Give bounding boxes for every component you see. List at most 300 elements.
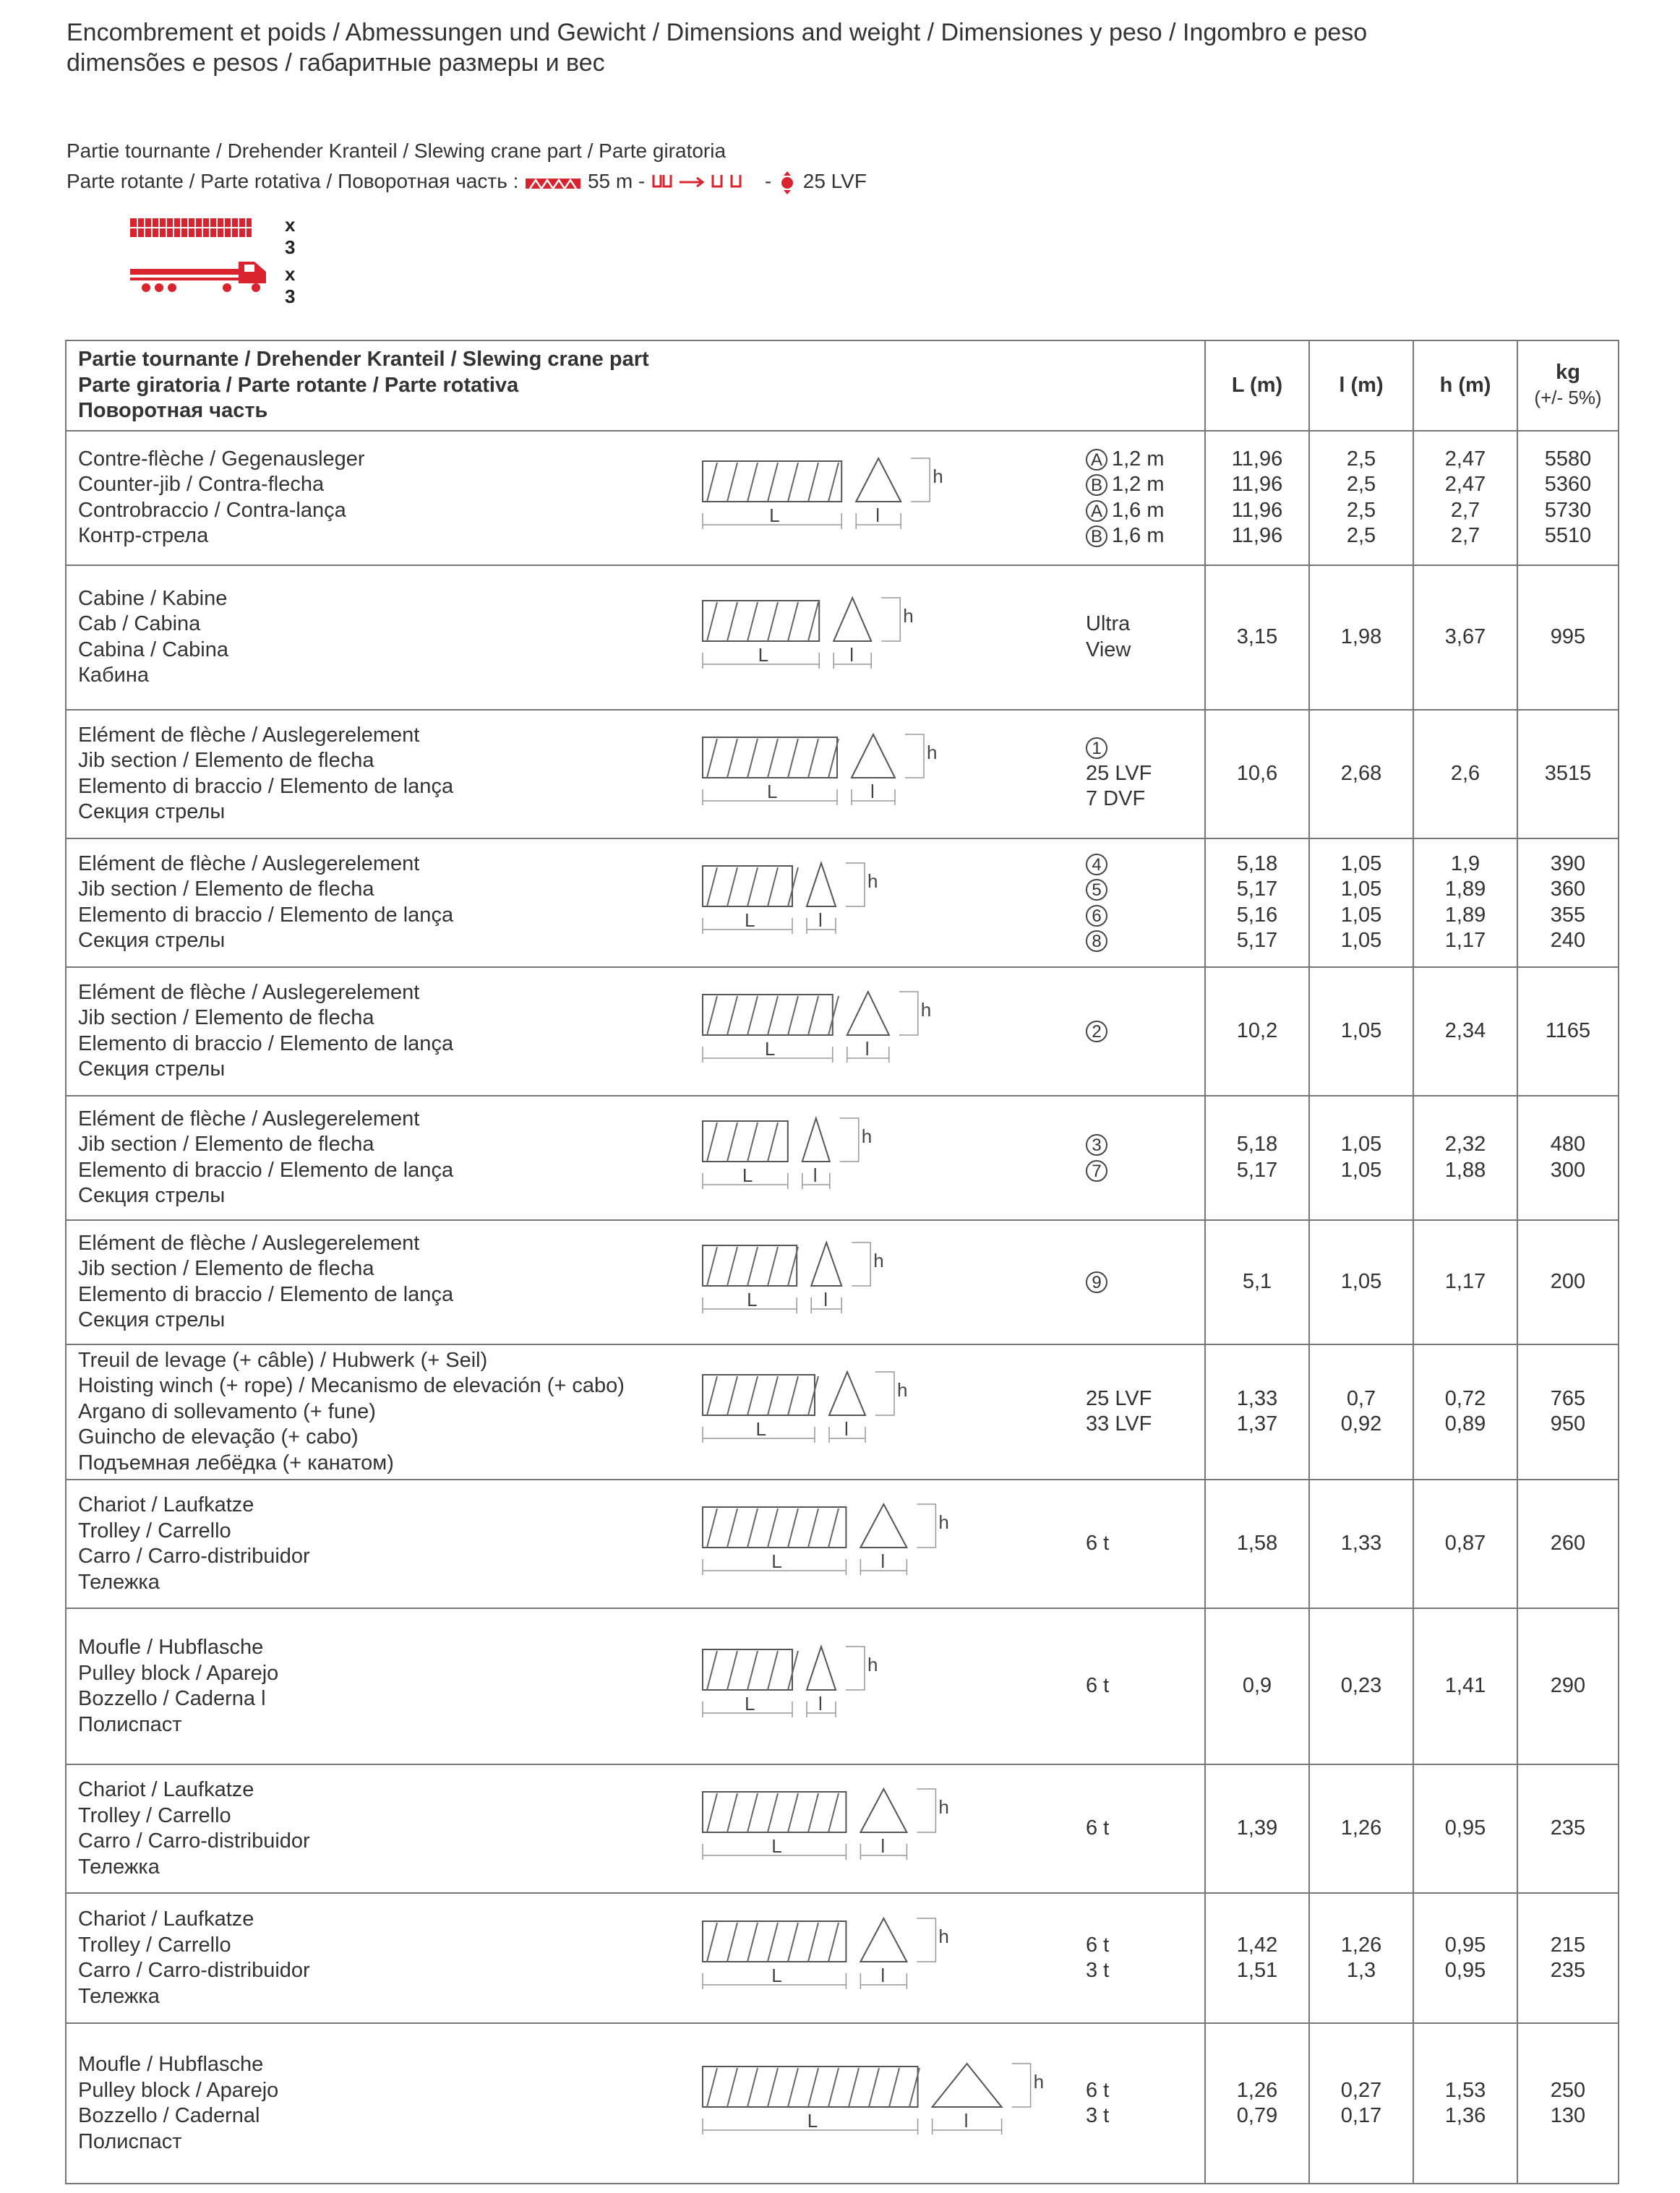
subtitle-line-1: Partie tournante / Drehender Kranteil / Slewing crane part / Parte giratoria [67,140,727,162]
length-cell [1205,431,1309,565]
component-name: Chariot / Laufkatze [78,1778,254,1801]
fig-label-l: l [813,1164,818,1186]
height-value: 1,53 [1444,2078,1486,2102]
weight-cell [1517,838,1619,967]
table-row [66,1096,1619,1220]
circled-code: A [1086,449,1107,471]
component-name: Jib section / Elemento de flecha [78,1133,374,1156]
subtitle [67,136,867,197]
weight-value: 215 [1550,1933,1586,1957]
height-cell [1413,1344,1517,1480]
component-cell [66,1220,1205,1344]
component-name: Подъемная лебёдка (+ канатом) [78,1451,394,1475]
dash: - [764,170,772,192]
fig-label-h: h [938,1796,949,1818]
code-label: 6 t [1086,2078,1110,2102]
circled-code: 6 [1086,905,1107,927]
circled-code: B [1086,525,1107,547]
fig-label-h: h [927,741,938,763]
length-value: 1,26 [1236,2078,1278,2102]
component-code [1076,851,1193,954]
fig-label-l: l [849,643,854,666]
circled-code: 8 [1086,930,1107,952]
weight-cell [1517,1608,1619,1764]
component-drawing [700,1904,1076,2012]
fig-label-L: L [771,1550,782,1572]
table-row [66,1344,1619,1480]
component-name: Trolley / Carrello [78,1803,231,1827]
width-cell [1309,431,1413,565]
height-value: 0,95 [1444,1933,1486,1957]
table-row [66,1608,1619,1764]
table-row [66,2023,1619,2184]
width-value: 1,05 [1340,929,1382,952]
fig-label-h: h [938,1926,949,1947]
component-name: Contre-flèche / Gegenausleger [78,447,365,471]
height-value: 0,95 [1444,1959,1486,1982]
height-cell [1413,431,1517,565]
component-code [1076,735,1193,812]
subtitle-line-2 [67,166,867,197]
component-name: Jib section / Elemento de flecha [78,1006,374,1029]
weight-cell [1517,565,1619,710]
component-name: Elément de flèche / Auslegerelement [78,1231,420,1255]
title-line-1: Encombrement et poids / Abmessungen und Gewicht / Dimensions and weight / Dimensiones y peso / Ingombro e peso [67,19,1368,46]
weight-value: 200 [1550,1269,1586,1293]
code-label: Ultra [1086,612,1131,635]
height-value: 2,7 [1450,498,1480,522]
component-name: Pulley block / Aparejo [78,1661,279,1685]
component-name: Секция стрелы [78,1184,226,1207]
width-value: 0,92 [1340,1412,1382,1436]
component-code [1076,1269,1193,1295]
length-value: 3,15 [1236,625,1278,648]
width-cell [1309,1764,1413,1893]
fig-label-h: h [933,465,943,487]
length-value: 11,96 [1231,447,1283,471]
length-value: 11,96 [1231,498,1283,522]
component-code [1076,1018,1193,1044]
circled-code: 1 [1086,737,1107,759]
fig-label-L: L [755,1418,766,1441]
width-value: 2,5 [1346,524,1376,547]
fig-label-L: L [767,780,778,802]
component-cell [66,710,1205,838]
component-name: Elément de flèche / Auslegerelement [78,851,420,875]
width-value: 1,3 [1346,1959,1376,1982]
component-cell [66,1096,1205,1220]
length-value: 5,18 [1236,1133,1278,1156]
jib-load-icon [130,217,253,239]
height-value: 1,17 [1444,1269,1486,1293]
height-value: 2,34 [1444,1018,1486,1042]
component-name: Treuil de levage (+ câble) / Hubwerk (+ Seil) [78,1348,488,1372]
height-value: 1,9 [1450,851,1480,875]
height-value: 3,67 [1444,625,1486,648]
height-cell [1413,1220,1517,1344]
component-drawing [700,977,1076,1086]
component-drawing [700,583,1076,692]
component-drawing [700,849,1076,957]
fig-label-l: l [844,1418,849,1441]
title-line-2: dimensões e pesos / габаритные размеры и вес [67,49,605,77]
code-label: View [1086,638,1131,661]
component-name: Elemento di braccio / Elemento de lança [78,774,454,798]
code-label: 6 t [1086,1674,1110,1698]
code-label: 6 t [1086,1816,1110,1840]
header-length: L (m) [1205,340,1309,431]
weight-cell [1517,2023,1619,2184]
section-length: 1,2 m [1112,447,1165,471]
component-name: Jib section / Elemento de flecha [78,749,374,772]
fig-label-L: L [742,1164,753,1186]
weight-value: 765 [1550,1386,1586,1410]
height-cell [1413,565,1517,710]
weight-value: 260 [1550,1532,1586,1555]
header-weight [1517,340,1619,431]
length-value: 10,6 [1236,761,1278,785]
length-value: 5,18 [1236,851,1278,875]
table-row [66,967,1619,1096]
weight-cell [1517,1344,1619,1480]
component-name: Cab / Cabina [78,612,201,635]
component-name: Cabina / Cabina [78,638,228,661]
component-drawing [700,1774,1076,1883]
length-value: 1,33 [1236,1386,1278,1410]
length-value: 5,17 [1236,1158,1278,1182]
component-cell [66,565,1205,710]
width-value: 2,68 [1340,761,1382,785]
fig-label-L: L [745,909,755,931]
component-code [1076,1816,1193,1842]
weight-value: 130 [1550,2104,1586,2127]
width-value: 1,26 [1340,1816,1382,1840]
width-value: 1,05 [1340,877,1382,901]
fig-label-l: l [880,1965,886,1986]
table-row [66,1220,1619,1344]
component-name: Elemento di braccio / Elemento de lança [78,1158,454,1182]
fig-label-L: L [769,504,780,526]
page-title [67,17,1367,78]
code-label: 25 LVF [1086,1386,1152,1410]
weight-value: 3515 [1544,761,1592,785]
component-name: Elément de flèche / Auslegerelement [78,1107,420,1130]
height-cell [1413,1480,1517,1608]
width-value: 1,33 [1340,1532,1382,1555]
component-name: Moufle / Hubflasche [78,1636,264,1659]
table-row [66,565,1619,710]
jib-icon [524,174,582,192]
fig-label-l: l [870,780,875,802]
trolley-reeving-icon [651,172,759,194]
weight-value: 480 [1550,1133,1586,1156]
component-cell [66,1344,1205,1480]
height-cell [1413,838,1517,967]
code-label: 33 LVF [1086,1412,1152,1436]
fig-label-l: l [875,504,880,526]
component-code [1076,611,1193,663]
component-name: Секция стрелы [78,800,226,823]
height-cell [1413,710,1517,838]
code-label: 3 t [1086,2104,1110,2127]
width-value: 1,05 [1340,1133,1382,1156]
fig-label-l: l [818,909,823,931]
weight-cell [1517,1764,1619,1893]
weight-value: 235 [1550,1959,1586,1982]
weight-value: 360 [1550,877,1586,901]
fig-label-h: h [873,1249,884,1271]
component-name: Carro / Carro-distribuidor [78,1959,310,1982]
length-cell [1205,1096,1309,1220]
component-code [1076,2078,1193,2129]
header-description [66,340,1205,431]
length-value: 1,51 [1236,1959,1278,1982]
circled-code: 5 [1086,879,1107,901]
table-row [66,1764,1619,1893]
height-cell [1413,1893,1517,2023]
height-value: 0,87 [1444,1532,1486,1555]
width-value: 2,5 [1346,447,1376,471]
header-kg: kg [1556,360,1580,384]
length-cell [1205,1764,1309,1893]
fig-label-L: L [758,643,769,666]
height-cell [1413,967,1517,1096]
fig-label-L: L [771,1965,782,1986]
weight-value: 995 [1550,625,1586,648]
weight-value: 355 [1550,903,1586,927]
component-name: Trolley / Carrello [78,1519,231,1542]
height-value: 0,72 [1444,1386,1486,1410]
component-drawing [700,1104,1076,1212]
table-row [66,1893,1619,2023]
length-value: 5,1 [1242,1269,1272,1293]
length-value: 1,42 [1236,1933,1278,1957]
component-name: Cabine / Kabine [78,586,228,610]
length-cell [1205,1344,1309,1480]
width-cell [1309,1220,1413,1344]
component-cell [66,1893,1205,2023]
width-value: 0,27 [1340,2078,1382,2102]
winch-icon [777,171,797,194]
length-cell [1205,838,1309,967]
header-desc-line-1: Partie tournante / Drehender Kranteil / Slewing crane part [78,348,649,371]
fig-label-l: l [880,1550,886,1572]
circled-code: 3 [1086,1134,1107,1156]
fig-label-l: l [964,2110,969,2132]
height-value: 1,88 [1444,1158,1486,1182]
component-code [1076,447,1193,549]
component-drawing [700,1632,1076,1741]
width-value: 0,7 [1346,1386,1376,1410]
length-value: 5,16 [1236,903,1278,927]
circled-code: 2 [1086,1021,1107,1042]
length-cell [1205,1608,1309,1764]
component-name: Кабина [78,664,149,687]
component-cell [66,2023,1205,2184]
width-cell [1309,565,1413,710]
code-label: 25 LVF [1086,761,1152,785]
component-name: Тележка [78,1984,160,2008]
height-value: 2,47 [1444,447,1486,471]
component-name: Секция стрелы [78,1057,226,1081]
component-name: Секция стрелы [78,929,226,952]
weight-value: 290 [1550,1674,1586,1698]
width-cell [1309,1480,1413,1608]
table-row [66,710,1619,838]
component-code [1076,1933,1193,1984]
header-height: h (m) [1413,340,1517,431]
fig-label-h: h [867,870,878,892]
height-value: 2,6 [1450,761,1480,785]
width-value: 0,23 [1340,1674,1382,1698]
width-value: 1,05 [1340,1018,1382,1042]
weight-cell [1517,1893,1619,2023]
table-row [66,838,1619,967]
height-value: 1,89 [1444,903,1486,927]
component-name: Chariot / Laufkatze [78,1493,254,1516]
component-drawing [700,1357,1076,1466]
circled-code: A [1086,500,1107,522]
width-value: 1,26 [1340,1933,1382,1957]
header-kg-note: (+/- 5%) [1534,387,1602,409]
component-cell [66,431,1205,565]
weight-cell [1517,1096,1619,1220]
component-drawing [700,444,1076,552]
fig-label-h: h [1033,2071,1045,2093]
fig-label-l: l [865,1037,870,1060]
component-name: Контр-стрела [78,524,209,547]
fig-label-h: h [897,1379,908,1402]
component-name: Carro / Carro-distribuidor [78,1829,310,1853]
code-label: 7 DVF [1086,787,1146,811]
width-cell [1309,1344,1413,1480]
fig-label-L: L [771,1835,782,1857]
component-name: Guincho de elevação (+ cabo) [78,1425,359,1449]
weight-value: 250 [1550,2078,1586,2102]
fig-label-l: l [823,1288,828,1310]
jib-length: 55 m - [587,170,646,192]
length-value: 5,17 [1236,877,1278,901]
component-cell [66,1608,1205,1764]
component-name: Trolley / Carrello [78,1933,231,1957]
weight-value: 950 [1550,1412,1586,1436]
width-value: 1,05 [1340,1158,1382,1182]
component-cell [66,1480,1205,1608]
fig-label-h: h [903,604,914,627]
component-name: Bozzello / Caderna l [78,1687,266,1710]
component-drawing [700,720,1076,828]
component-code [1076,1673,1193,1699]
weight-value: 5510 [1544,524,1592,547]
length-value: 10,2 [1236,1018,1278,1042]
component-name: Тележка [78,1570,160,1594]
height-value: 1,17 [1444,929,1486,952]
weight-cell [1517,1480,1619,1608]
height-value: 0,89 [1444,1412,1486,1436]
width-value: 1,05 [1340,1269,1382,1293]
length-value: 1,37 [1236,1412,1278,1436]
fig-label-l: l [818,1693,823,1715]
component-name: Elément de flèche / Auslegerelement [78,723,420,747]
width-value: 1,98 [1340,625,1382,648]
component-name: Elemento di braccio / Elemento de lança [78,903,454,927]
fig-label-L: L [745,1693,755,1715]
width-cell [1309,1893,1413,2023]
height-value: 0,95 [1444,1816,1486,1840]
component-drawing [700,1228,1076,1336]
component-drawing [700,1490,1076,1598]
dimensions-table [65,340,1619,2184]
transport-qty-1: x 3 [285,214,296,258]
component-name: Jib section / Elemento de flecha [78,877,374,901]
component-name: Полиспаст [78,1712,182,1736]
length-value: 11,96 [1231,524,1283,547]
component-name: Elément de flèche / Auslegerelement [78,980,420,1004]
height-value: 2,32 [1444,1133,1486,1156]
weight-cell [1517,710,1619,838]
component-name: Тележка [78,1855,160,1879]
component-name: Chariot / Laufkatze [78,1907,254,1931]
length-cell [1205,1893,1309,2023]
section-length: 1,6 m [1112,524,1165,547]
length-value: 0,9 [1242,1674,1272,1698]
component-name: Bozzello / Cadernal [78,2104,260,2127]
width-value: 2,5 [1346,473,1376,496]
fig-label-h: h [861,1125,873,1147]
weight-value: 5360 [1544,473,1592,496]
weight-value: 300 [1550,1158,1586,1182]
component-cell [66,838,1205,967]
height-value: 2,47 [1444,473,1486,496]
fig-label-L: L [764,1037,776,1060]
component-name: Counter-jib / Contra-flecha [78,473,325,496]
code-label: 6 t [1086,1933,1110,1957]
weight-cell [1517,1220,1619,1344]
component-name: Секция стрелы [78,1308,226,1331]
weight-value: 5580 [1544,447,1592,471]
length-cell [1205,710,1309,838]
height-cell [1413,2023,1517,2184]
width-value: 0,17 [1340,2104,1382,2127]
width-cell [1309,1096,1413,1220]
circled-code: 4 [1086,854,1107,875]
width-value: 2,5 [1346,498,1376,522]
height-cell [1413,1096,1517,1220]
width-cell [1309,838,1413,967]
height-value: 1,36 [1444,2104,1486,2127]
fig-label-L: L [747,1288,758,1310]
winch-label: 25 LVF [802,170,867,192]
height-cell [1413,1764,1517,1893]
component-code [1076,1132,1193,1183]
code-label: 6 t [1086,1532,1110,1555]
component-name: Carro / Carro-distribuidor [78,1545,310,1568]
component-code [1076,1386,1193,1438]
component-name: Argano di sollevamento (+ fune) [78,1399,376,1423]
component-name: Jib section / Elemento de flecha [78,1257,374,1280]
component-cell [66,1764,1205,1893]
circled-code: 9 [1086,1271,1107,1293]
length-cell [1205,2023,1309,2184]
length-value: 1,58 [1236,1532,1278,1555]
width-cell [1309,2023,1413,2184]
truck-icon [130,256,275,295]
table-row [66,1480,1619,1608]
weight-value: 235 [1550,1816,1586,1840]
weight-value: 5730 [1544,498,1592,522]
height-value: 2,7 [1450,524,1480,547]
length-cell [1205,1220,1309,1344]
